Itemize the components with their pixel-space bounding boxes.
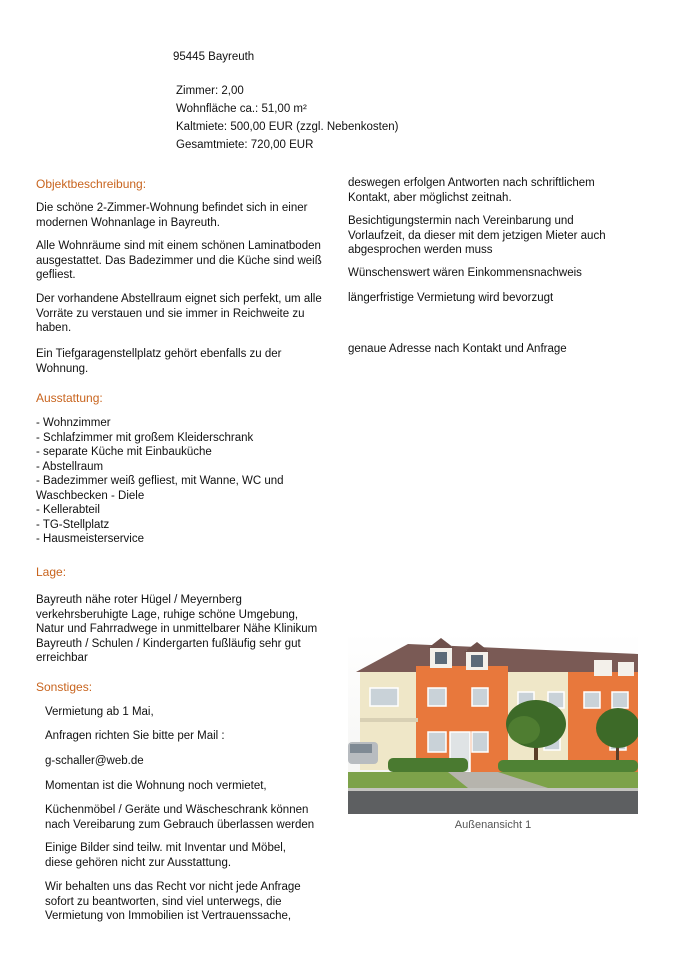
- fact-total-rent: Gesamtmiete: 720,00 EUR: [176, 139, 314, 151]
- description-heading: Objektbeschreibung:: [36, 177, 147, 191]
- other-paragraph: Momentan ist die Wohnung noch vermietet,: [45, 780, 267, 792]
- description-paragraph: Ein Tiefgaragenstellplatz gehört ebenfalls zu der Wohnung.: [36, 348, 282, 375]
- right-paragraph: genaue Adresse nach Kontakt und Anfrage: [348, 343, 567, 355]
- building-exterior-image: [348, 632, 638, 814]
- right-paragraph: längerfristige Vermietung wird bevorzugt: [348, 292, 554, 304]
- right-paragraph: Besichtigungstermin nach Vereinbarung und Vorlaufzeit, da dieser mit dem jetzigen Mieter auch abgesprochen werden muss: [348, 215, 606, 256]
- list-item: - Wohnzimmer: [36, 417, 111, 429]
- description-paragraph: Der vorhandene Abstellraum eignet sich perfekt, um alle Vorräte zu verstauen und sie immer in Reichweite zu haben.: [36, 293, 322, 334]
- fact-rooms: Zimmer: 2,00: [176, 85, 244, 97]
- key-facts: [176, 82, 398, 154]
- description-paragraph: Die schöne 2-Zimmer-Wohnung befindet sich in einer modernen Wohnanlage in Bayreuth.: [36, 202, 308, 229]
- contact-email[interactable]: g-schaller@web.de: [45, 755, 144, 767]
- features-list: [36, 416, 326, 547]
- location-heading: Lage:: [36, 565, 67, 579]
- header-location: 95445 Bayreuth: [173, 51, 255, 63]
- other-paragraph: Küchenmöbel / Geräte und Wäscheschrank können nach Vereibarung zum Gebrauch überlassen werden: [45, 804, 315, 831]
- list-item: - TG-Stellplatz: [36, 518, 110, 531]
- list-item: - Hausmeisterservice: [36, 533, 144, 545]
- fact-cold-rent: Kaltmiete: 500,00 EUR (zzgl. Nebenkosten): [176, 121, 399, 133]
- list-item: - Kellerabteil: [36, 504, 100, 516]
- right-paragraph: Wünschenswert wären Einkommensnachweis: [348, 267, 582, 279]
- location-text: Bayreuth nähe roter Hügel / Meyernberg verkehrsberuhigte Lage, ruhige schöne Umgebung, Natur und Fahrradwege in unmittelbarer Nähe Klinikum Bayreuth / Schulen / Kindergarten fußläufig sehr gut erreichbar: [36, 594, 318, 664]
- list-item: - Schlafzimmer mit großem Kleiderschrank: [36, 431, 254, 444]
- fact-living-area: Wohnfläche ca.: 51,00 m²: [176, 103, 307, 115]
- photo-caption: Außenansicht 1: [454, 819, 532, 831]
- list-item: - Badezimmer weiß gefliest, mit Wanne, WC und Waschbecken - Diele: [36, 475, 284, 502]
- other-paragraph: Vermietung ab 1 Mai,: [45, 706, 154, 718]
- features-heading: Ausstattung:: [36, 391, 103, 405]
- list-item: - Abstellraum: [36, 460, 104, 473]
- list-item: - separate Küche mit Einbauküche: [36, 446, 212, 458]
- description-paragraph: Alle Wohnräume sind mit einem schönen Laminatboden ausgestattet. Das Badezimmer und die Küche sind weiß gefliest.: [36, 240, 322, 281]
- right-paragraph: deswegen erfolgen Antworten nach schriftlichem Kontakt, aber möglichst zeitnah.: [348, 177, 595, 204]
- other-heading: Sonstiges:: [36, 680, 93, 694]
- other-paragraph: Einige Bilder sind teilw. mit Inventar und Möbel, diese gehören nicht zur Ausstattung.: [45, 842, 286, 869]
- building-photo: [348, 632, 638, 814]
- other-paragraph: Wir behalten uns das Recht vor nicht jede Anfrage sofort zu beantworten, sind viel unterwegs, die Vermietung von Immobilien ist Vertrauenssache,: [45, 881, 301, 922]
- other-paragraph: Anfragen richten Sie bitte per Mail :: [45, 730, 225, 742]
